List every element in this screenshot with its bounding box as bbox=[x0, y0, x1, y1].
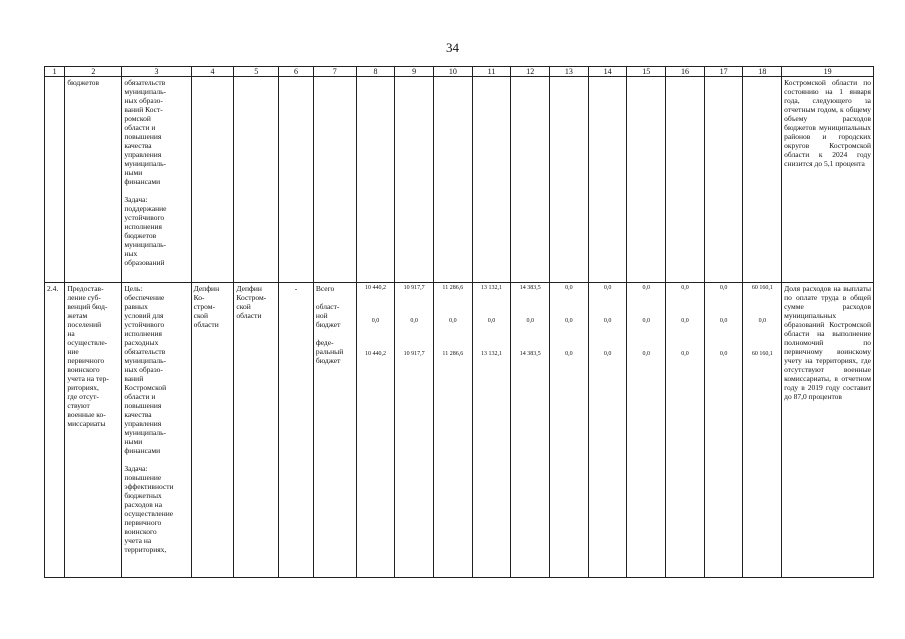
value: 60 160,1 bbox=[751, 285, 773, 291]
header-cell: 4 bbox=[191, 67, 234, 77]
header-cell: 13 bbox=[550, 67, 589, 77]
budget-table bbox=[44, 66, 874, 578]
goal-task-cell: Цель: обеспечение равных условий для устойчивого исполнения расходных обязательств муниципаль- ных образо- ваний Костромской области и повышения качества управления муниципаль- ными финансами Задача: повышение эффективности бюджетных расходов на осуществление первичного воинского учета на территориях, bbox=[122, 283, 191, 578]
cell bbox=[234, 77, 279, 283]
header-cell: 17 bbox=[704, 67, 743, 77]
cell bbox=[588, 77, 627, 283]
cell bbox=[704, 77, 743, 283]
value: 10 917,7 bbox=[403, 285, 425, 291]
header-cell: 8 bbox=[356, 67, 395, 77]
value: 13 132,1 bbox=[481, 285, 502, 291]
value: 0,0 bbox=[642, 351, 650, 357]
cell bbox=[472, 77, 511, 283]
cell bbox=[279, 77, 314, 283]
source-total: Всего bbox=[315, 284, 335, 293]
value: 0,0 bbox=[681, 351, 689, 357]
header-cell: 19 bbox=[782, 67, 874, 77]
value: 0,0 bbox=[719, 351, 728, 357]
value: 0,0 bbox=[719, 318, 728, 324]
value: 0,0 bbox=[719, 285, 728, 291]
value: 0,0 bbox=[642, 318, 650, 324]
value-cell bbox=[704, 283, 743, 578]
indicator-cell: Доля расходов на выплаты по оплате труда в общей сумме расходов муниципальных образований Костромской области на выполнение полномочий по первичному воинскому учету на территориях, где отсутствуют военные комиссариаты, в отчетном году в 2019 году составит до 87,0 процентов bbox=[782, 283, 874, 578]
header-cell: 2 bbox=[65, 67, 122, 77]
source-federal: феде- ральный бюджет bbox=[315, 338, 344, 365]
cell bbox=[313, 77, 356, 283]
value: 0,0 bbox=[603, 351, 612, 357]
header-cell: 9 bbox=[395, 67, 434, 77]
value: 10 917,7 bbox=[403, 351, 425, 357]
value-cell bbox=[627, 283, 666, 578]
cell bbox=[550, 77, 589, 283]
measure-name-cell: бюджетов bbox=[65, 77, 122, 283]
value: 0,0 bbox=[371, 318, 380, 324]
header-cell: 7 bbox=[313, 67, 356, 77]
value: 0,0 bbox=[526, 318, 534, 324]
value-cell bbox=[395, 283, 434, 578]
value: 0,0 bbox=[565, 318, 573, 324]
value: 14 383,5 bbox=[519, 285, 541, 291]
measure-name-cell: Предостав- ление суб- венций бюд- жетам поселений на осуществле- ние первичного воинского учета на тер- риториях, где отсут- ствуют военные ко- миссариаты bbox=[65, 283, 122, 578]
executor-cell: Депфин Ко- стром- ской области bbox=[191, 283, 234, 578]
cell bbox=[191, 77, 234, 283]
value: 0,0 bbox=[565, 351, 573, 357]
header-cell: 5 bbox=[234, 67, 279, 77]
funding-source-cell bbox=[313, 283, 356, 578]
indicator-cell: Костромской области по состоянию на 1 января года, следующего за отчетным годом, к общему объему расходов бюджетов муниципальных районов и городских округов Костромской области к 2024 году снизится до 5,1 процента bbox=[782, 77, 874, 283]
header-cell: 11 bbox=[472, 67, 511, 77]
header-cell: 16 bbox=[666, 67, 705, 77]
cell bbox=[666, 77, 705, 283]
value: 60 160,1 bbox=[751, 351, 773, 357]
value: 0,0 bbox=[681, 285, 689, 291]
value-cell bbox=[666, 283, 705, 578]
cell bbox=[433, 77, 472, 283]
value: 0,0 bbox=[603, 318, 612, 324]
value: 14 383,5 bbox=[519, 351, 541, 357]
row-number-cell bbox=[45, 77, 65, 283]
header-cell: 3 bbox=[122, 67, 191, 77]
value-cell bbox=[472, 283, 511, 578]
cell bbox=[395, 77, 434, 283]
header-row bbox=[45, 67, 874, 77]
value-cell bbox=[511, 283, 550, 578]
value: 11 286,6 bbox=[442, 285, 464, 291]
value: 0,0 bbox=[758, 318, 767, 324]
cell bbox=[356, 77, 395, 283]
table-row bbox=[45, 77, 874, 283]
cell bbox=[511, 77, 550, 283]
value: 0,0 bbox=[410, 318, 418, 324]
cell bbox=[743, 77, 782, 283]
value: 0,0 bbox=[642, 285, 650, 291]
value: 0,0 bbox=[487, 318, 496, 324]
value: 10 440,2 bbox=[364, 351, 386, 357]
value-cell bbox=[588, 283, 627, 578]
table-row bbox=[45, 283, 874, 578]
value: 11 286,6 bbox=[442, 351, 464, 357]
value: 0,0 bbox=[565, 285, 573, 291]
page-number: 34 bbox=[446, 40, 459, 55]
value: 10 440,2 bbox=[364, 285, 386, 291]
goal-task-cell: обязательств муниципаль- ных образо- ваний Кост- ромской области и повышения качества управления муниципаль- ными финансами Задача: поддержание устойчивого исполнения бюджетов муниципаль- ных образований bbox=[122, 77, 191, 283]
header-cell: 15 bbox=[627, 67, 666, 77]
value: 0,0 bbox=[449, 318, 457, 324]
value: 13 132,1 bbox=[481, 351, 502, 357]
header-cell: 18 bbox=[743, 67, 782, 77]
row-number-cell: 2.4. bbox=[45, 283, 65, 578]
header-cell: 12 bbox=[511, 67, 550, 77]
header-cell: 14 bbox=[588, 67, 627, 77]
value-cell bbox=[356, 283, 395, 578]
cell bbox=[627, 77, 666, 283]
header-cell: 10 bbox=[433, 67, 472, 77]
value-cell bbox=[743, 283, 782, 578]
value-cell bbox=[550, 283, 589, 578]
value: 0,0 bbox=[681, 318, 689, 324]
coexecutor-cell: Депфин Костром- ской области bbox=[234, 283, 279, 578]
value: 0,0 bbox=[603, 285, 612, 291]
source-regional: област- ной бюджет bbox=[315, 302, 341, 329]
dash-cell: - bbox=[279, 283, 314, 578]
value-cell bbox=[433, 283, 472, 578]
header-cell: 1 bbox=[45, 67, 65, 77]
header-cell: 6 bbox=[279, 67, 314, 77]
